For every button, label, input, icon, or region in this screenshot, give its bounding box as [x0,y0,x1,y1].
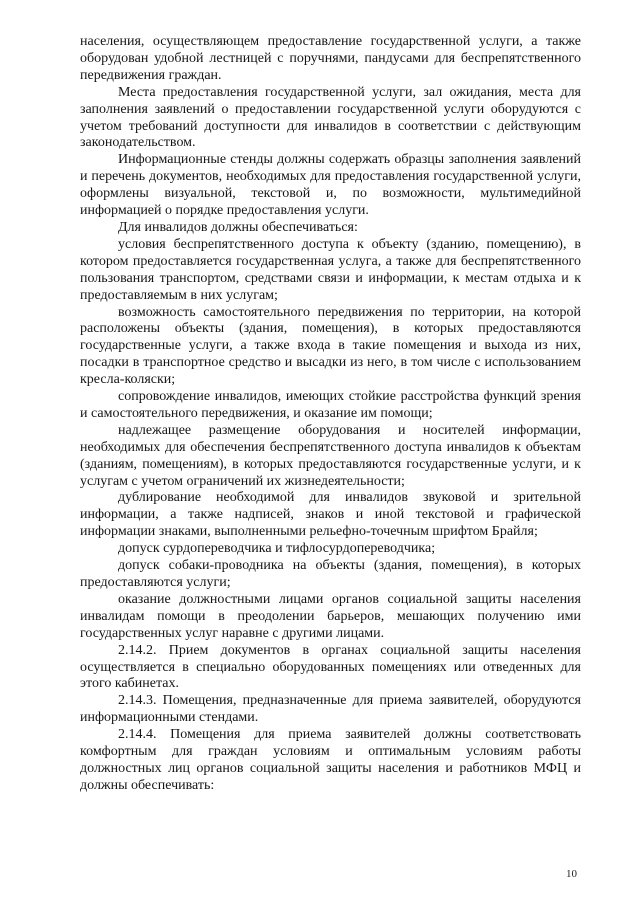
paragraph-text: допуск сурдопереводчика и тифлосурдопереводчика; [118,541,436,557]
paragraph-text: надлежащее размещение оборудования и носителей информации, необходимых для обеспечения беспрепятственного доступа инвалидов к объектам (зданиям, помещениям), в которых предоставляются государственные услуги, и к услугам с учетом ограничений их жизнедеятельности; [80,422,581,489]
paragraph [80,85,581,153]
paragraph-text: 2.14.2. Прием документов в органах социальной защиты населения осуществляется в специально оборудованных помещениях или отведенных для этого кабинетах. [80,642,581,692]
paragraph-text: Места предоставления государственной услуги, зал ожидания, места для заполнения заявлений о предоставлении государственной услуги оборудуются с учетом требований доступности для инвалидов в соответствии с действующим законодательством. [80,84,581,151]
paragraph [80,305,581,390]
paragraph-text: 2.14.4. Помещения для приема заявителей должны соответствовать комфортным для граждан условиям и оптимальным условиям работы должностных лиц органов социальной защиты населения и работников МФЦ и должны обеспечивать: [80,727,581,793]
paragraph [80,727,581,795]
paragraph [80,220,581,237]
paragraph [80,389,581,423]
paragraph-text: дублирование необходимой для инвалидов звуковой и зрительной информации, а также надписей, знаков и иной текстовой и графической информации знаками, выполненными рельефно-точечным шрифтом Брайля; [80,490,581,540]
paragraph [80,592,581,643]
paragraph-text: Для инвалидов должны обеспечиваться: [118,219,358,235]
paragraph-text: оказание должностными лицами органов социальной защиты населения инвалидам помощи в преодолении барьеров, мешающих получению ими государственных услуг наравне с другими лицами. [80,591,581,641]
paragraph-text: 2.14.3. Помещения, предназначенные для приема заявителей, оборудуются информационными стендами. [80,693,581,726]
document-body [80,34,581,795]
paragraph-text: населения, осуществляющем предоставление государственной услуги, а также оборудован удобной лестницей с поручнями, пандусами для беспрепятственного передвижения граждан. [80,34,581,83]
paragraph [80,152,581,220]
paragraph-text: сопровождение инвалидов, имеющих стойкие расстройства функций зрения и самостоятельного передвижения, и оказание им помощи; [80,389,581,421]
paragraph-text: условия беспрепятственного доступа к объекту (зданию, помещению), в котором предоставляется государственная услуга, а также для беспрепятственного пользования транспортом, средствами связи и информации, к местам отдыха и к предоставляемым в них услугам; [80,236,581,303]
paragraph [80,693,581,727]
paragraph [80,490,581,541]
paragraph [80,643,581,694]
paragraph [80,558,581,592]
paragraph [80,237,581,305]
page-number: 10 [566,868,577,880]
paragraph-text: возможность самостоятельного передвижения по территории, на которой расположены объекты (здания, помещения), в которых предоставляются государственные услуги, а также входа в такие помещения и выхода из них, посадки в транспортное средство и высадки из него, в том числе с использованием кресла-коляски; [80,304,581,388]
paragraph-text: допуск собаки-проводника на объекты (здания, помещения), в которых предоставляются услуги; [80,558,581,590]
paragraph-text: Информационные стенды должны содержать образцы заполнения заявлений и перечень документов, необходимых для предоставления государственной услуги, оформлены визуальной, текстовой и, по возможности, мультимедийной информацией о порядке предоставления услуги. [80,152,581,219]
paragraph [80,34,581,85]
paragraph [80,541,581,558]
paragraph [80,423,581,491]
